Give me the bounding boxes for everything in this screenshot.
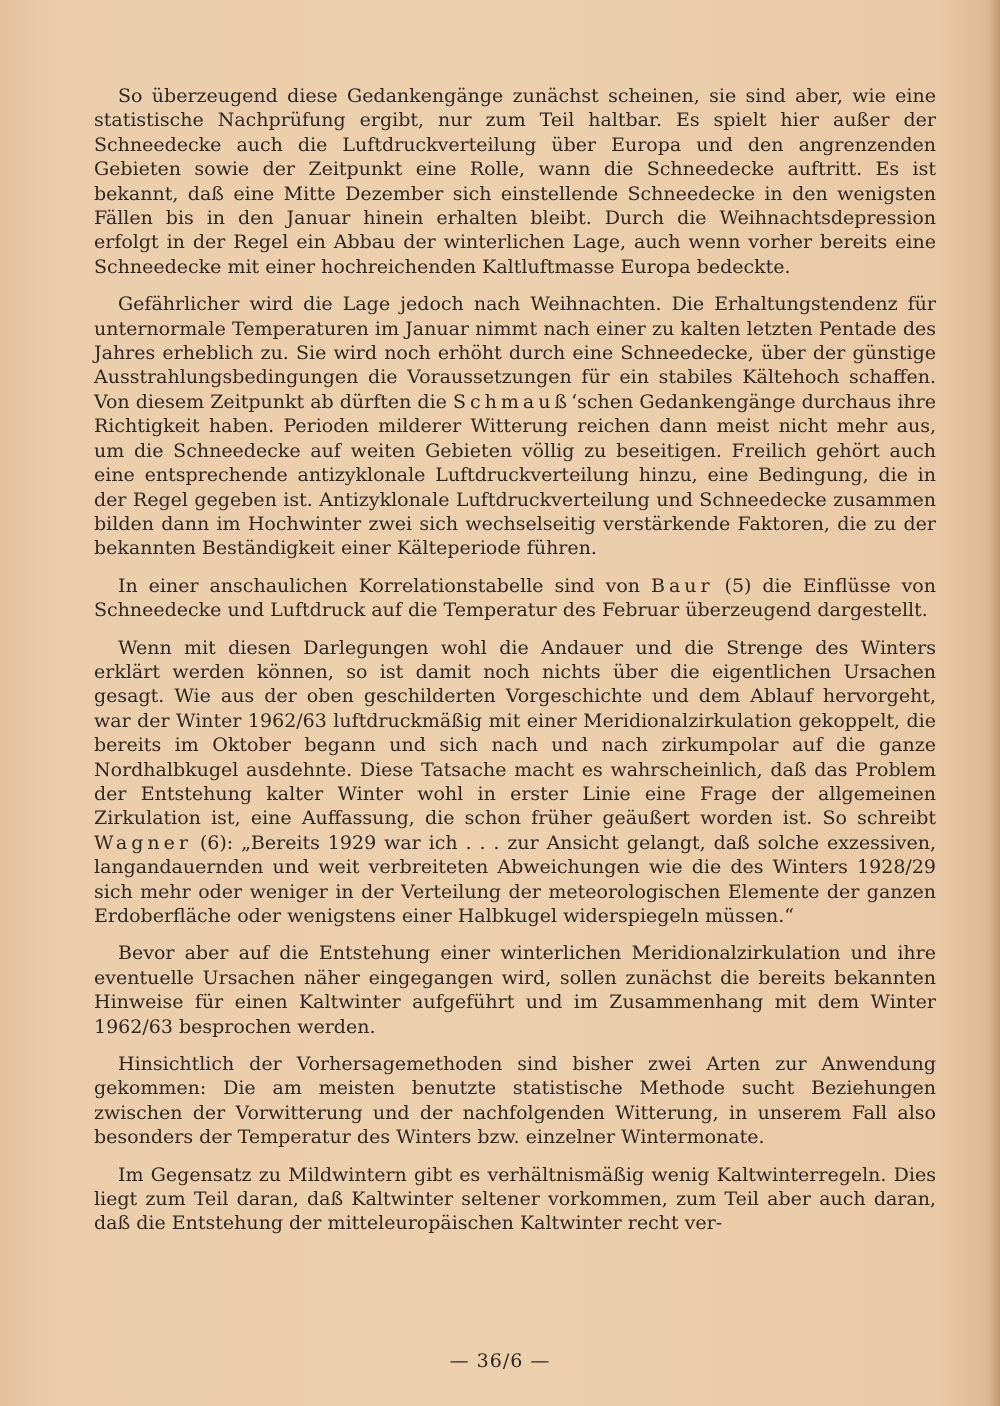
paragraph-7: Im Gegensatz zu Mildwintern gibt es verhältnismäßig wenig Kaltwinterregeln. Dies liegt zum Teil daran, daß Kaltwinter seltener vorkommen, zum Teil aber auch daran, daß die Entstehung der mitteleuropäischen Kaltwinter recht ver-	[94, 1163, 936, 1235]
paragraph-1: So überzeugend diese Gedankengänge zunächst scheinen, sie sind aber, wie eine statistische Nachprüfung ergibt, nur zum Teil haltbar. Es spielt hier außer der Schneedecke auch die Luftdruckverteilung über Europa und den angrenzenden Gebieten sowie der Zeitpunkt eine Rolle, wann die Schneedecke auftritt. Es ist bekannt, daß eine Mitte Dezember sich einstellende Schneedecke in den wenigsten Fällen bis in den Januar hinein erhalten bleibt. Durch die Weihnachtsdepression erfolgt in der Regel ein Abbau der winterlichen Lage, auch wenn vorher bereits eine Schneedecke mit einer hochreichenden Kaltluftmasse Europa bedeckte.	[94, 85, 936, 278]
author-name-baur: Baur	[650, 574, 714, 597]
paragraph-5: Bevor aber auf die Entstehung einer winterlichen Meridionalzirkulation und ihre eventuelle Ursachen näher eingegangen wird, sollen zunächst die bereits bekannten Hinweise für einen Kaltwinter aufgeführt und im Zusammenhang mit dem Winter 1962/63 besprochen werden.	[94, 942, 936, 1038]
author-name-schmauss: Schmauß	[452, 390, 572, 413]
paragraph-2: Gefährlicher wird die Lage jedoch nach Weihnachten. Die Erhaltungstendenz für unternormale Temperaturen im Januar nimmt nach einer zu kalten letzten Pentade des Jahres erheblich zu. Sie wird noch erhöht durch eine Schneedecke, über der günstige Ausstrahlungsbedingungen die Voraussetzungen für ein stabiles Kältehoch schaffen. Von diesem Zeitpunkt ab dürften die Schmauß‘schen Gedankengänge durchaus ihre Richtigkeit haben. Perioden milderer Witterung reichen dann meist nicht mehr aus, um die Schneedecke auf weiten Gebieten völlig zu beseitigen. Freilich gehört auch eine entsprechende antizyklonale Luftdruckverteilung hinzu, eine Bedingung, die in der Regel gegeben ist. Antizyklonale Luftdruckverteilung und Schneedecke zusammen bilden dann im Hochwinter zwei sich wechselseitig verstärkende Faktoren, die zu der bekannten Beständigkeit einer Kälteperiode führen.	[94, 293, 936, 560]
paragraph-6: Hinsichtlich der Vorhersagemethoden sind bisher zwei Arten zur Anwendung gekommen: Die am meisten benutzte statistische Methode sucht Beziehungen zwischen der Vorwitterung und der nachfolgenden Witterung, in unserem Fall also besonders der Temperatur des Winters bzw. einzelner Wintermonate.	[94, 1053, 936, 1149]
page-number: — 36/6 —	[449, 1350, 551, 1372]
author-name-wagner: Wagner	[94, 831, 192, 854]
paragraph-3: In einer anschaulichen Korrelationstabelle sind von Baur (5) die Einflüsse von Schneedecke und Luftdruck auf die Temperatur des Februar überzeugend dargestellt.	[94, 574, 936, 622]
paragraph-4: Wenn mit diesen Darlegungen wohl die Andauer und die Strenge des Winters erklärt werden können, so ist damit noch nichts über die eigentlichen Ursachen gesagt. Wie aus der oben geschilderten Vorgeschichte und dem Ablauf hervorgeht, war der Winter 1962/63 luftdruckmäßig mit einer Meridionalzirkulation gekoppelt, die bereits im Oktober begann und sich nach und nach zirkumpolar auf die ganze Nordhalbkugel ausdehnte. Diese Tatsache macht es wahrscheinlich, daß das Problem der Entstehung kalter Winter wohl in erster Linie eine Frage der allgemeinen Zirkulation ist, eine Auffassung, die schon früher geäußert worden ist. So schreibt Wagner (6): „Bereits 1929 war ich . . . zur Ansicht gelangt, daß solche exzessiven, langandauernden und weit verbreiteten Abweichungen wie die des Winters 1928/29 sich mehr oder weniger in der Verteilung der meteorologischen Elemente der ganzen Erdoberfläche oder wenigstens einer Halbkugel widerspiegeln müssen.“	[94, 636, 936, 927]
body-text	[94, 84, 936, 1249]
